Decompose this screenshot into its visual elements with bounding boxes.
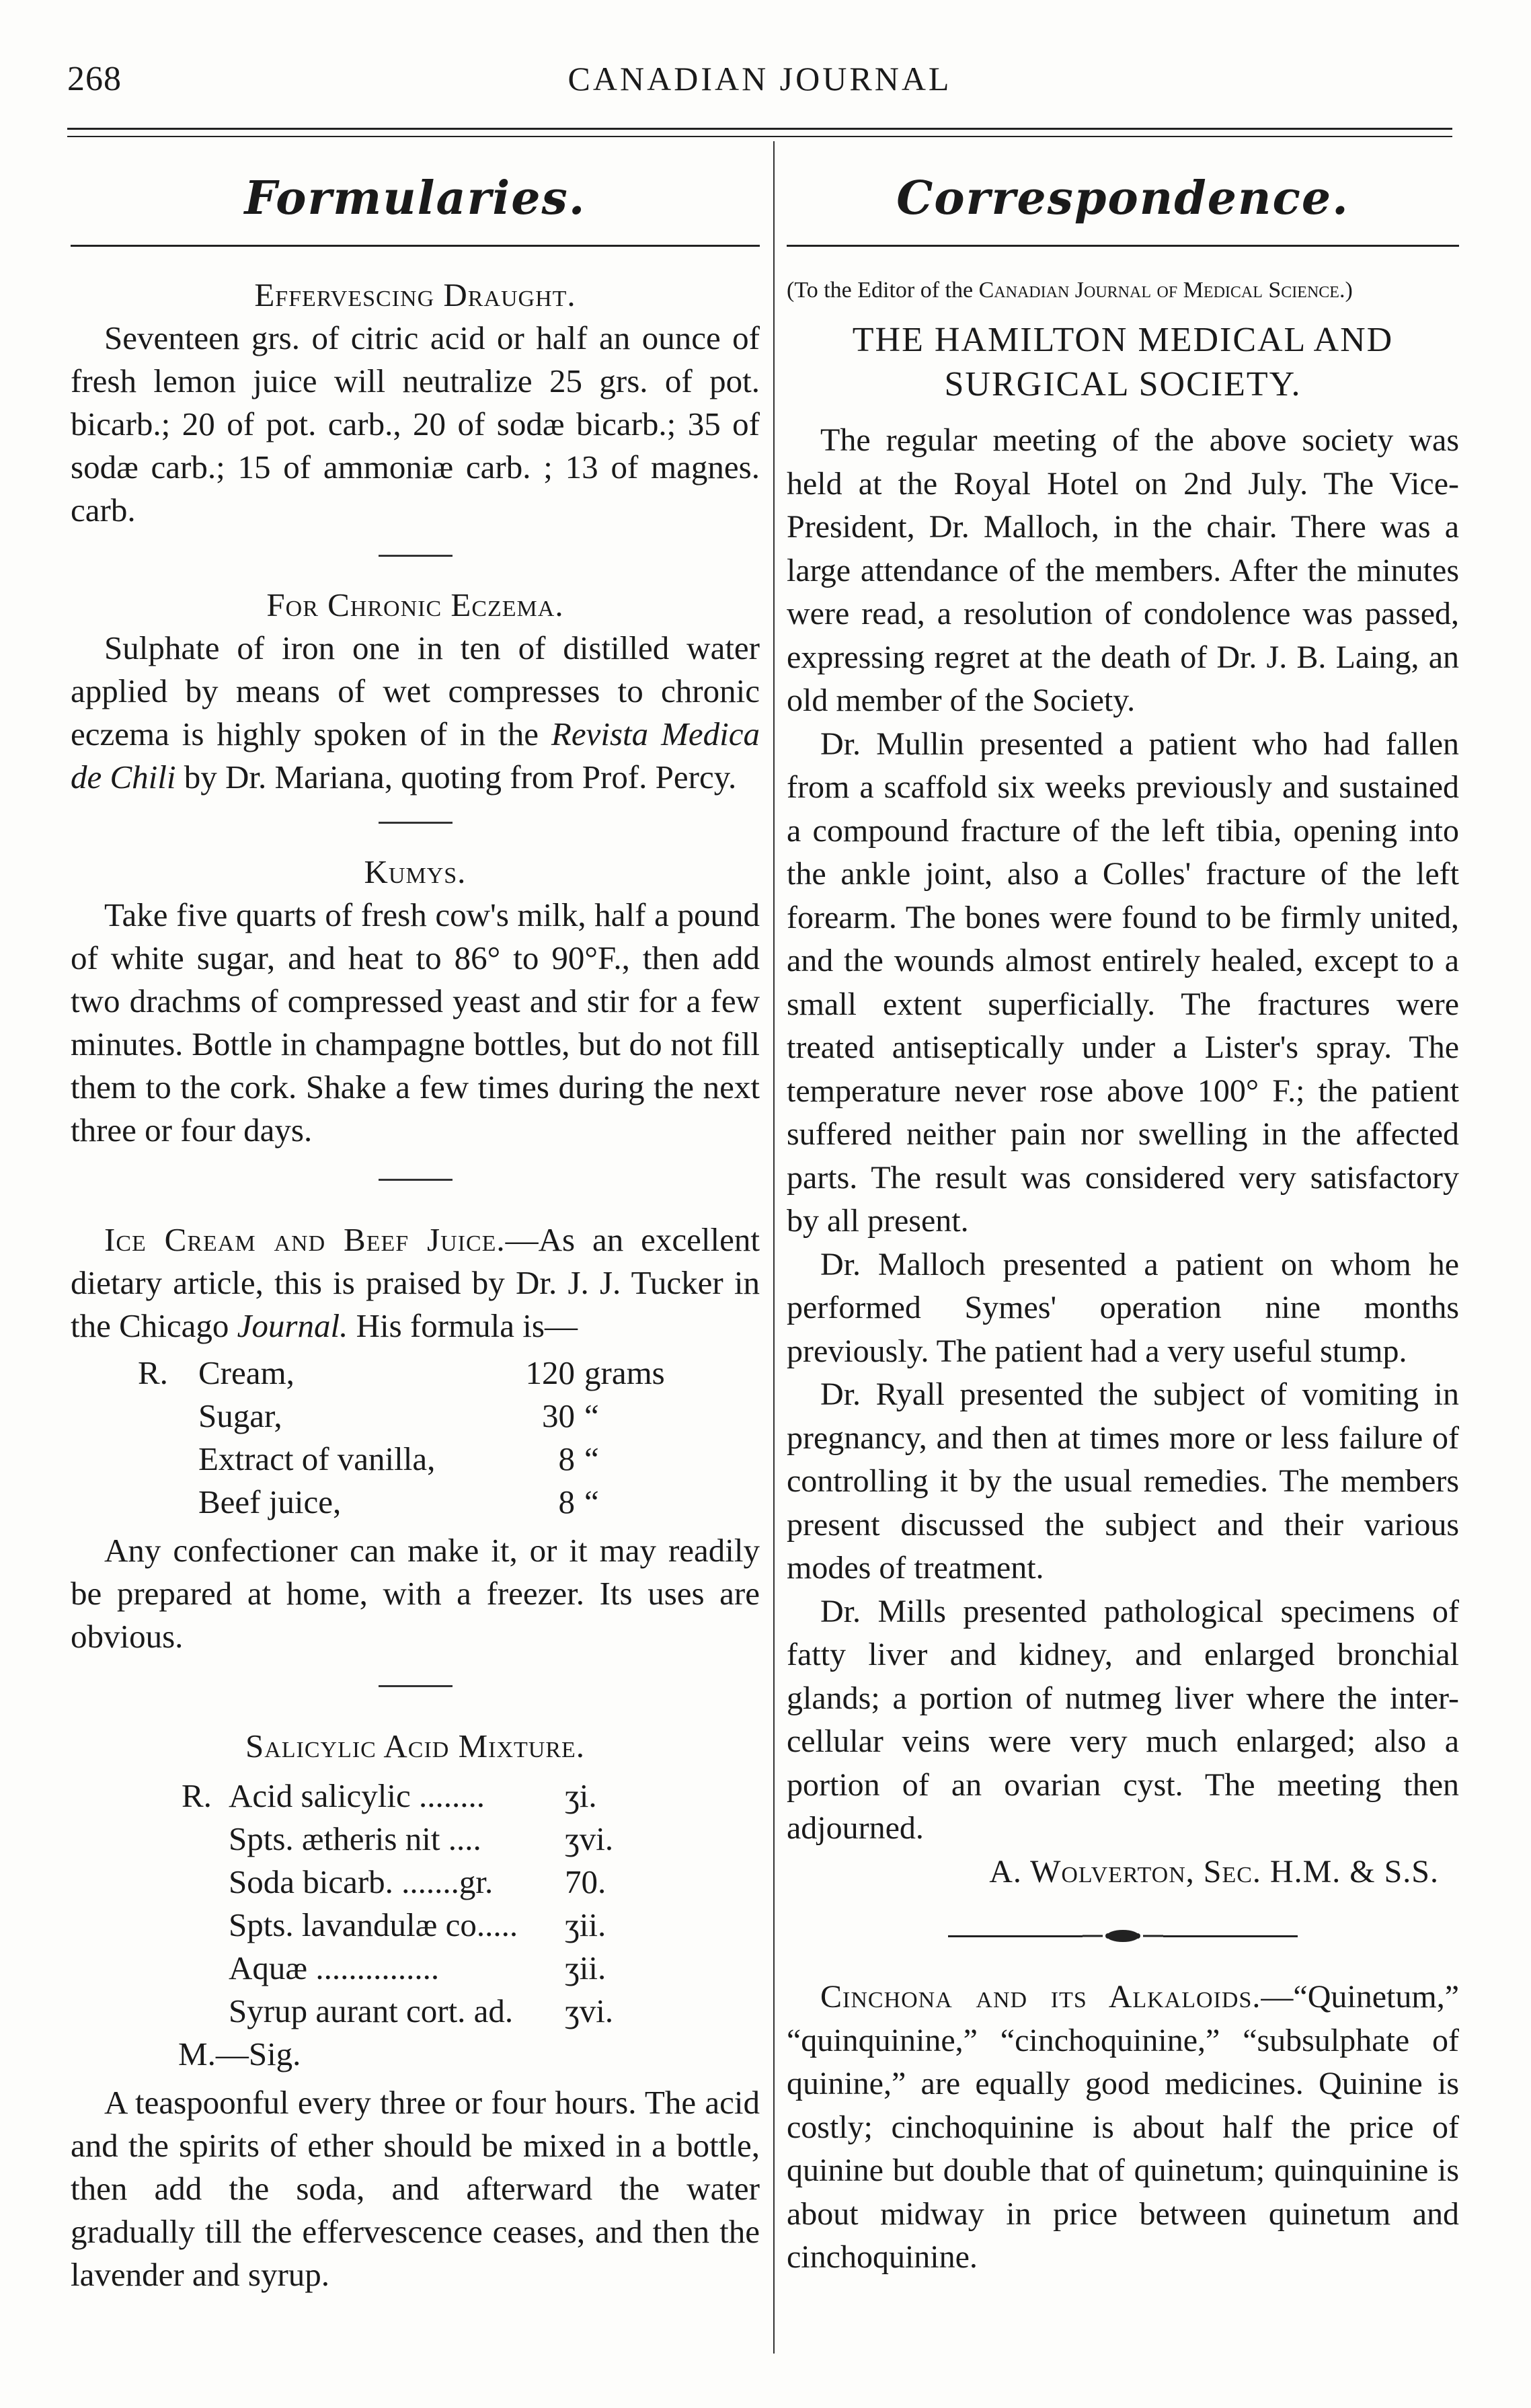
paragraph: Dr. Malloch presented a patient on whom he performed Symes' operation nine months previously. The patient had a very useful stump. <box>787 1246 1459 1369</box>
recipe-salicylic-acid <box>71 1775 760 2076</box>
article-body-chronic-eczema: Sulphate of iron one in ten of distilled water applied by means of wet compresses to chronic eczema is highly spoken of in the Revista Medica de Chili by Dr. Mariana, quoting from Prof. Percy. <box>71 629 760 795</box>
recipe-row: Spts. lavandulæ co..... ʒii. <box>229 1906 606 1943</box>
journal-name: Journal. <box>237 1307 348 1344</box>
page-number: 268 <box>67 60 122 98</box>
recipe-row: Spts. ætheris nit .... ʒvi. <box>229 1820 614 1857</box>
separator-rule <box>379 822 453 824</box>
signature: A. Wolverton, Sec. H.M. & S.S. <box>989 1853 1439 1890</box>
journal-title: CANADIAN JOURNAL <box>567 60 952 98</box>
article-title-salicylic-acid: Salicylic Acid Mixture. <box>245 1727 586 1764</box>
recipe-row: Aquæ ............... ʒii. <box>229 1949 606 1986</box>
article-lead-ice-cream: Ice Cream and Beef Juice. <box>104 1221 506 1258</box>
journal-name: Canadian Journal of Medical Science. <box>978 278 1345 303</box>
article-lead-cinchona: Cinchona and its Alkaloids. <box>820 1979 1261 2015</box>
article-title-kumys: Kumys. <box>364 853 467 890</box>
separator-rule <box>379 1179 453 1181</box>
separator-rule <box>379 555 453 557</box>
article-body-ice-cream: Ice Cream and Beef Juice.—As an excellent dietary article, this is praised by Dr. J. J. Tucker in the Chicago Journal. His formula is— <box>71 1221 760 1344</box>
article-title-hamilton-society: THE HAMILTON MEDICAL AND SURGICAL SOCIETY. <box>852 321 1394 403</box>
paragraph: Dr. Mills presented pathological specimens of fatty liver and kidney, and enlarged bronchial glands; a portion of nutmeg liver where the inter-cellular veins were very much enlarged; also a portion of an ovarian cyst. The meeting then adjourned. <box>787 1593 1459 1846</box>
paragraph: Dr. Mullin presented a patient who had fallen from a scaffold six weeks previously and sustained a compound fracture of the left tibia, opening into the ankle joint, also a Colles' fracture of the left forearm. The bones were found to be firmly united, and the wounds almost entirely healed, except to a small extent superficially. The fractures were treated antiseptically under a Lister's spray. The temperature never rose above 100° F.; the patient suffered neither pain nor swelling in the affected parts. The result was considered very satisfactory by all present. <box>787 726 1459 1239</box>
recipe-signa: M.—Sig. <box>178 2035 301 2072</box>
paragraph: Dr. Ryall presented the subject of vomiting in pregnancy, and then at times more or less failure of controlling it by the usual remedies. The members present discussed the subject and their various modes of treatment. <box>787 1376 1459 1586</box>
article-body-ice-cream-after: Any confectioner can make it, or it may readily be prepared at home, with a freezer. Its uses are obvious. <box>71 1532 760 1655</box>
header-rule <box>67 128 1452 130</box>
column-divider <box>773 141 775 2354</box>
paragraph: The regular meeting of the above society was held at the Royal Hotel on 2nd July. The Vice-President, Dr. Malloch, in the chair. There was a large attendance of the members. After the minutes were read, a resolution of condolence was passed, expressing regret at the death of Dr. J. B. Laing, an old member of the Society. <box>787 422 1459 718</box>
recipe-ice-cream <box>71 1352 760 1524</box>
article-title-effervescing-draught: Effervescing Draught. <box>254 276 576 313</box>
heading-rule <box>787 245 1459 247</box>
editor-note: (To the Editor of the Canadian Journal of Medical Science.) <box>787 278 1353 303</box>
heading-rule <box>71 245 760 247</box>
header-rule-thin <box>67 136 1452 137</box>
section-heading-formularies: Formularies. <box>244 171 586 225</box>
right-column <box>787 155 1459 2280</box>
recipe-row: Syrup aurant cort. ad. ʒvi. <box>229 1992 614 2029</box>
recipe-row: Beef juice, 8 “ <box>198 1483 599 1520</box>
running-head <box>67 59 1452 113</box>
journal-name: Revista Medica de Chili <box>71 715 760 795</box>
recipe-row: R. Acid salicylic ........ ʒi. <box>182 1777 597 1814</box>
recipe-row: Soda bicarb. .......gr. 70. <box>229 1863 606 1900</box>
recipe-row: R. Cream, 120 grams <box>138 1354 665 1391</box>
left-column <box>71 155 760 2296</box>
ornamental-divider <box>787 1927 1459 1945</box>
ornament-icon <box>1083 1927 1163 1945</box>
article-body-salicylic-acid: A teaspoonful every three or four hours. The acid and the spirits of ether should be mixed in a bottle, then add the soda, and afterward the water gradually till the effervescence ceases, and then the lavender and syrup. <box>71 2084 760 2293</box>
article-body-kumys: Take five quarts of fresh cow's milk, half a pound of white sugar, and heat to 86° to 90°F., then add two drachms of compressed yeast and stir for a few minutes. Bottle in champagne bottles, but do not fill them to the cork. Shake a few times during the next three or four days. <box>71 896 760 1149</box>
section-heading-correspondence: Correspondence. <box>896 171 1349 225</box>
recipe-row: Sugar, 30 “ <box>198 1397 599 1434</box>
article-title-chronic-eczema: For Chronic Eczema. <box>266 586 564 623</box>
recipe-row: Extract of vanilla, 8 “ <box>198 1440 599 1477</box>
article-body-cinchona: Cinchona and its Alkaloids.—“Quinetum,” “quinquinine,” “cinchoquinine,” “subsulphate of quinine,” are equally good medicines. Quinine is costly; cinchoquinine is about half the price of quinine but double that of quinetum; quinquinine is about midway in price between quinetum and cinchoquinine. <box>787 1979 1459 2275</box>
separator-rule <box>379 1685 453 1687</box>
article-body-effervescing-draught: Seventeen grs. of citric acid or half an ounce of fresh lemon juice will neutralize 25 grs. of pot. bicarb.; 20 of pot. carb., 20 of sodæ bicarb.; 35 of sodæ carb.; 15 of ammoniæ carb. ; 13 of magnes. carb. <box>71 319 760 529</box>
